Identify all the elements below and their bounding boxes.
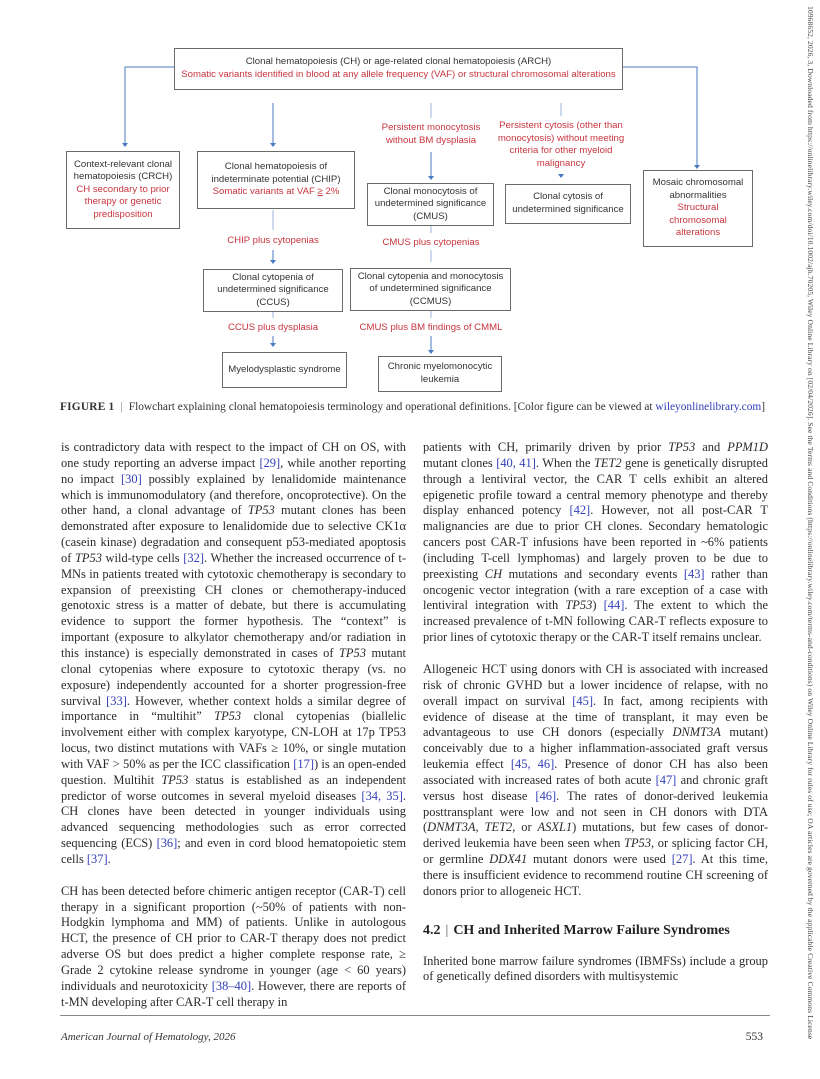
citation-link[interactable]: [32] (183, 550, 204, 565)
gene-name: DDX41 (489, 852, 528, 867)
left-paragraph-2: CH has been detected before chimeric antigen receptor (CAR-T) cell therapy in a significant proportion (~50% of patients with non-Hodgkin lymphoma and MM) of patients. Unlike in autologous HCT, the presence of CH prior to CAR-T therapy does not predict adverse OS but does predict a higher complete response rate, ≥ Grade 2 cytokine release syndrome in younger (age < 60 years) individuals and neurotoxicity [38–40]. However, there are reports of t-MN developing after CAR-T cell therapy in (61, 883, 406, 1009)
left-paragraph-1: is contradictory data with respect to the impact of CH on OS, with one study reporting an adverse impact [29], while another reporting no impact [30] possibly explained by lenalidomide maintenance which is immunomodulatory (and therefore, oncoprotective). On the other hand, a clonal advantage of TP53 mutant clones has been demonstrated after exposure to lenalidomide due to selective CK1α (casein kinase) degradation and consequent p53-mediated apoptosis of TP53 wild-type cells [32]. Whether the increased occurrence of t-MNs in patients treated with cytotoxic chemotherapy is secondary to expansion of preexisting CH clones or chemotherapy-induced genotoxic stress is a matter of debate, but there is accumulating evidence to support the former hypothesis. The “context” is important (exposure to alkylator chemotherapy and/or radiation in this instance) is especially demonstrated in cases of TP53 mutant clonal cytopenias where exposure to cytotoxic therapy (vs. no exposure) independently accounted for a shorter progression-free survival [33]. However, whether context holds a similar degree of importance in “multihit” TP53 clonal cytopenias (biallelic involvement either with complex karyotype, CN-LOH at 17p TP53 locus, two distinct mutations with VAFs ≥ 10%, or single mutation with VAF > 50% as per the ICC classification [17]) is an open-ended question. Multihit TP53 status is established as an independent predictor of worse outcomes in several myeloid diseases [34, 35]. CH clones have been detected in younger individuals using advanced sequencing methodologies such as error corrected sequencing (ECS) [36]; and even in cord blood hematopoietic stem cells [37]. (61, 440, 407, 866)
crch-subtitle: CH secondary to prior therapy or genetic predisposition (76, 183, 170, 220)
caption-text: Flowchart explaining clonal hematopoiesis terminology and operational definitions. [Color figure can be viewed at (128, 401, 656, 413)
citation-link[interactable]: [36] (156, 836, 178, 851)
ch-arch-title: Clonal hematopoiesis (CH) or age-related clonal hematopoiesis (ARCH) (245, 56, 552, 68)
mosaic-subtitle: Structural chromosomal alterations (669, 202, 727, 239)
section-heading-4-2 (423, 922, 768, 940)
cmus-box (367, 183, 494, 226)
gene-name: TP53 (624, 836, 651, 851)
chip-box (197, 151, 355, 209)
crch-title: Context-relevant clonal hematopoiesis (CRCH) (73, 158, 173, 183)
cmml-title: Chronic myelomonocytic leukemia (387, 361, 493, 385)
citation-link[interactable]: [45, 46] (510, 757, 555, 772)
right-column (423, 440, 768, 985)
citation-link[interactable]: [38–40] (211, 978, 252, 993)
figure-label: FIGURE 1 (60, 401, 115, 413)
gene-name: TP53 (214, 709, 242, 724)
citation-link[interactable]: [44] (603, 598, 625, 613)
gene-name: DNMT3A (672, 725, 721, 740)
gene-name: PPM1D (727, 440, 768, 454)
caption-end: ] (761, 401, 766, 413)
ch-arch-box (174, 48, 623, 90)
crch-box (66, 151, 180, 229)
cmml-box (378, 356, 502, 392)
right-paragraph-3: Inherited bone marrow failure syndromes (IBMFSs) include a group of genetically defined disorders with multisystemic (423, 953, 768, 984)
citation-link[interactable]: [46] (535, 788, 557, 803)
ccmus-box (350, 268, 511, 311)
figure-caption (60, 400, 770, 415)
caption-separator: | (120, 401, 123, 413)
arrowhead-ccus (270, 260, 276, 264)
ccmus-title: Clonal cytopenia and monocytosis of undetermined significance (CCMUS) (357, 270, 504, 307)
clonal-cytosis-title: Clonal cytosis of undetermined significance (512, 191, 624, 215)
figure-1-flowchart (0, 0, 800, 395)
cmus-title: Clonal monocytosis of undetermined significance (CMUS) (374, 185, 487, 222)
section-number: 4.2 (423, 922, 441, 938)
label-chip-plus-cytopenias: CHIP plus cytopenias (227, 235, 319, 246)
gene-name: TP53 (565, 598, 593, 613)
gene-name: TP53 (247, 503, 275, 518)
clonal-cytosis-box (505, 184, 631, 224)
arrowhead-mosaic (694, 165, 700, 169)
citation-link[interactable]: [42] (569, 503, 591, 518)
arrowhead-cmml (428, 350, 434, 354)
citation-link[interactable]: [30] (120, 471, 142, 486)
ccus-box (203, 269, 343, 312)
mds-title: Myelodysplastic syndrome (228, 363, 341, 375)
gene-name: TP53 (668, 440, 696, 454)
section-separator: | (445, 922, 449, 938)
arrowhead-ccyus (558, 174, 564, 178)
arrowhead-cmus (428, 176, 434, 180)
citation-link[interactable]: [43] (683, 566, 705, 581)
citation-link[interactable]: [47] (655, 772, 677, 787)
wiley-link[interactable]: wileyonlinelibrary.com (655, 401, 762, 413)
citation-link[interactable]: [17] (293, 756, 314, 771)
citation-link[interactable]: [34, 35] (361, 788, 403, 803)
chip-title: Clonal hematopoiesis of indeterminate potential (CHIP) (211, 161, 341, 185)
right-paragraph-1: patients with CH, primarily driven by prior TP53 and PPM1D mutant clones [40, 41]. When the TET2 gene is genetically disrupted through a lentiviral vector, the CAR T cells exhibit an altered epigenetic profile toward a central memory phenotype and thereby display enhanced potency [42]. However, not all post-CAR T malignancies are due to prior CH clones. Secondary hematologic cancers post CAR-T infusions have been reported in ~6% patients (including T-cell lymphomas) and largely proven to be due to preexisting CH mutations and secondary events [43] rather than oncogenic vector integration (with a rare exception of a case with lentiviral integration with TP53) [44]. The extent to which the increased prevalence of t-MN following CAR-T reflects exposure to prior lines of cytotoxic therapy or the CAR-T itself remains unclear. (423, 440, 768, 645)
citation-link[interactable]: [45] (572, 693, 593, 708)
page-number: 553 (745, 1031, 763, 1043)
gene-name: CH (484, 566, 503, 581)
chip-subtitle: Somatic variants at VAF ≥ 2% (212, 186, 340, 198)
right-paragraph-2: Allogeneic HCT using donors with CH is associated with increased risk of chronic GVHD but a lower incidence of relapse, with no overall impact on survival [45]. In fact, among recipients with evidence of disease at the time of transplant, it may even be advantageous to use CH donors (especially DNMT3A mutant) conceivably due to a higher inflammation-associated graft versus leukemia effect [45, 46]. Presence of donor CH has also been associated with increased rates of both acute [47] and chronic graft versus host disease [46]. The rates of donor-derived leukemia posttransplant were low and not seen in CH donors with DTA (DNMT3A, TET2, or ASXL1) mutations, but few cases of donor-derived leukemia have been seen when TP53, or splicing factor CH, or germline DDX41 mutant donors were used [27]. At this time, there is insufficient evidence to recommend routine CH screening of donors prior to allogeneic HCT. (423, 661, 769, 898)
gene-name: TP53 (161, 772, 189, 787)
journal-name: American Journal of Hematology, 2026 (61, 1031, 236, 1043)
gene-name: ASXL1 (537, 820, 573, 835)
mds-box (222, 352, 347, 388)
label-persistent-monocytosis: Persistent monocytosis without BM dysplasia (381, 122, 481, 146)
citation-link[interactable]: [33] (106, 693, 127, 708)
left-column (61, 440, 406, 1011)
mosaic-title: Mosaic chromosomal abnormalities (652, 177, 744, 201)
connector-to-crch (125, 67, 174, 145)
connector-to-mosaic (622, 67, 697, 167)
gene-name: TET2 (593, 455, 622, 470)
citation-link[interactable]: [29] (259, 455, 281, 470)
label-persistent-cytosis: Persistent cytosis (other than monocytosis) without meeting criteria for other myeloid malignancy (497, 120, 625, 169)
gene-name: TET2 (484, 820, 513, 835)
gene-name: DNMT3A (427, 820, 476, 835)
gene-name: TP53 (74, 550, 102, 565)
ccus-title: Clonal cytopenia of undetermined significance (CCUS) (217, 271, 329, 308)
mosaic-box (643, 170, 753, 247)
citation-link[interactable]: [27] (671, 852, 693, 867)
download-notice-sidebar: 10968652, 2026, 3, Downloaded from https://onlinelibrary.wiley.com/doi/10.1002/ajh.70205, Wiley Online Library on [02/04/2026]. See the Terms and Conditions (https://onlinelibrary.wiley.com/terms-and-conditions) on Wiley Online Library for rules of use; OA articles are governed by the applicable Creative Commons License (806, 6, 815, 1040)
label-cmus-plus-bm-cmml: CMUS plus BM findings of CMML (359, 322, 503, 333)
label-cmus-plus-cytopenias: CMUS plus cytopenias (382, 237, 480, 248)
ch-arch-subtitle: Somatic variants identified in blood at any allele frequency (VAF) or structural chromosomal alterations (181, 69, 616, 80)
section-title: CH and Inherited Marrow Failure Syndromes (453, 922, 730, 938)
arrowhead-crch (122, 143, 128, 147)
citation-link[interactable]: [40, 41] (496, 455, 536, 470)
footer-divider (60, 1015, 770, 1016)
label-ccus-plus-dysplasia: CCUS plus dysplasia (227, 322, 319, 333)
arrowhead-mds (270, 343, 276, 347)
citation-link[interactable]: [37] (86, 851, 108, 866)
gene-name: TP53 (339, 645, 366, 660)
arrowhead-chip (270, 143, 276, 147)
